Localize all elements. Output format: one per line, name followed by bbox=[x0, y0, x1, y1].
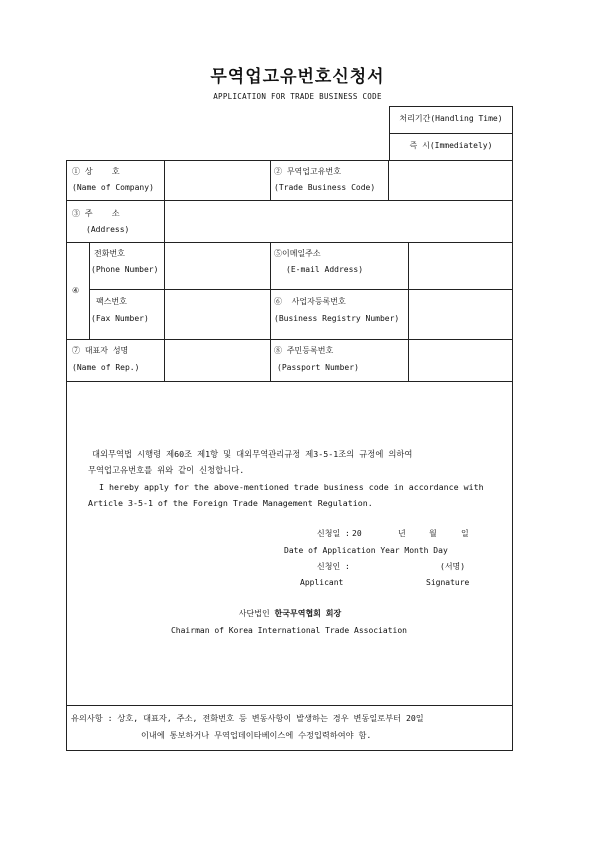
company-label-en: (Name of Company) bbox=[72, 183, 154, 192]
fax-input[interactable] bbox=[166, 294, 268, 336]
rep-name-label-en: (Name of Rep.) bbox=[72, 363, 140, 372]
business-registry-label-en: (Business Registry Number) bbox=[274, 314, 400, 323]
email-label-en: (E-mail Address) bbox=[286, 265, 364, 274]
form-subtitle: APPLICATION FOR TRADE BUSINESS CODE bbox=[213, 92, 382, 101]
recipient-line: 사단법인 한국무역협회 회장 bbox=[238, 609, 342, 618]
email-input[interactable] bbox=[410, 246, 510, 286]
handling-time-label: 처리기간(Handling Time) bbox=[399, 114, 503, 123]
application-date-label-en: Date of Application Year Month Day bbox=[284, 546, 448, 555]
email-label: ⑤이메일주소 bbox=[274, 249, 321, 258]
notice-line2: 이내에 통보하거나 무역업데이타베이스에 수정입력하여야 함. bbox=[141, 730, 372, 740]
fax-label-en: (Fax Number) bbox=[91, 314, 149, 323]
phone-label-en: (Phone Number) bbox=[91, 265, 159, 274]
application-date-year: 20 bbox=[352, 529, 362, 538]
trade-code-label-en: (Trade Business Code) bbox=[274, 183, 376, 192]
business-registry-label: ⑥ 사업자등록번호 bbox=[274, 297, 346, 306]
address-label: ③ 주 소 bbox=[72, 209, 120, 218]
applicant-label: 신청인 : bbox=[317, 562, 350, 571]
signature-seal: (서명) bbox=[440, 562, 466, 571]
statement-en-line1: I hereby apply for the above-mentioned trade business code in accordance with bbox=[99, 482, 484, 492]
rep-name-input[interactable] bbox=[166, 343, 268, 379]
application-date-label: 신청일 : bbox=[317, 529, 350, 538]
notice-line1: 유의사항 : 상호, 대표자, 주소, 전화번호 등 변동사항이 발생하는 경우 변동일로부터 20일 bbox=[71, 713, 424, 723]
contact-group-number: ④ bbox=[72, 286, 80, 295]
application-date-year-unit: 년 bbox=[398, 529, 406, 538]
company-label: ① 상 호 bbox=[72, 167, 120, 176]
fax-label: 팩스번호 bbox=[96, 297, 127, 306]
statement-ko-line1: 대외무역법 시행령 제60조 제1항 및 대외무역관리규정 제3-5-1조의 규정에 의하여 bbox=[92, 449, 413, 459]
statement-en-line2: Article 3-5-1 of the Foreign Trade Management Regulation. bbox=[88, 498, 373, 508]
rep-name-label: ⑦ 대표자 성명 bbox=[72, 346, 129, 355]
resident-number-label: ⑧ 주민등록번호 bbox=[274, 346, 334, 355]
application-date-day-unit: 일 bbox=[461, 529, 469, 538]
application-date-month-unit: 월 bbox=[429, 529, 437, 538]
recipient-line-en: Chairman of Korea International Trade Association bbox=[170, 626, 407, 635]
business-registry-input[interactable] bbox=[410, 294, 510, 336]
phone-input[interactable] bbox=[166, 246, 268, 286]
statement-ko-line2: 무역업고유번호를 위와 같이 신청합니다. bbox=[88, 465, 245, 475]
resident-number-input[interactable] bbox=[410, 343, 510, 379]
handling-time-value: 즉 시(Immediately) bbox=[409, 141, 493, 150]
applicant-label-en: Applicant bbox=[300, 578, 344, 587]
form-title: 무역업고유번호신청서 bbox=[210, 67, 385, 87]
trade-code-label: ② 무역업고유번호 bbox=[274, 167, 341, 176]
resident-number-label-en: (Passport Number) bbox=[277, 363, 359, 372]
phone-label: 전화번호 bbox=[94, 249, 125, 258]
address-input[interactable] bbox=[166, 206, 510, 240]
signature-label-en: Signature bbox=[426, 578, 470, 587]
trade-code-input[interactable] bbox=[390, 164, 510, 198]
address-label-en: (Address) bbox=[86, 225, 130, 234]
company-input[interactable] bbox=[166, 164, 268, 198]
